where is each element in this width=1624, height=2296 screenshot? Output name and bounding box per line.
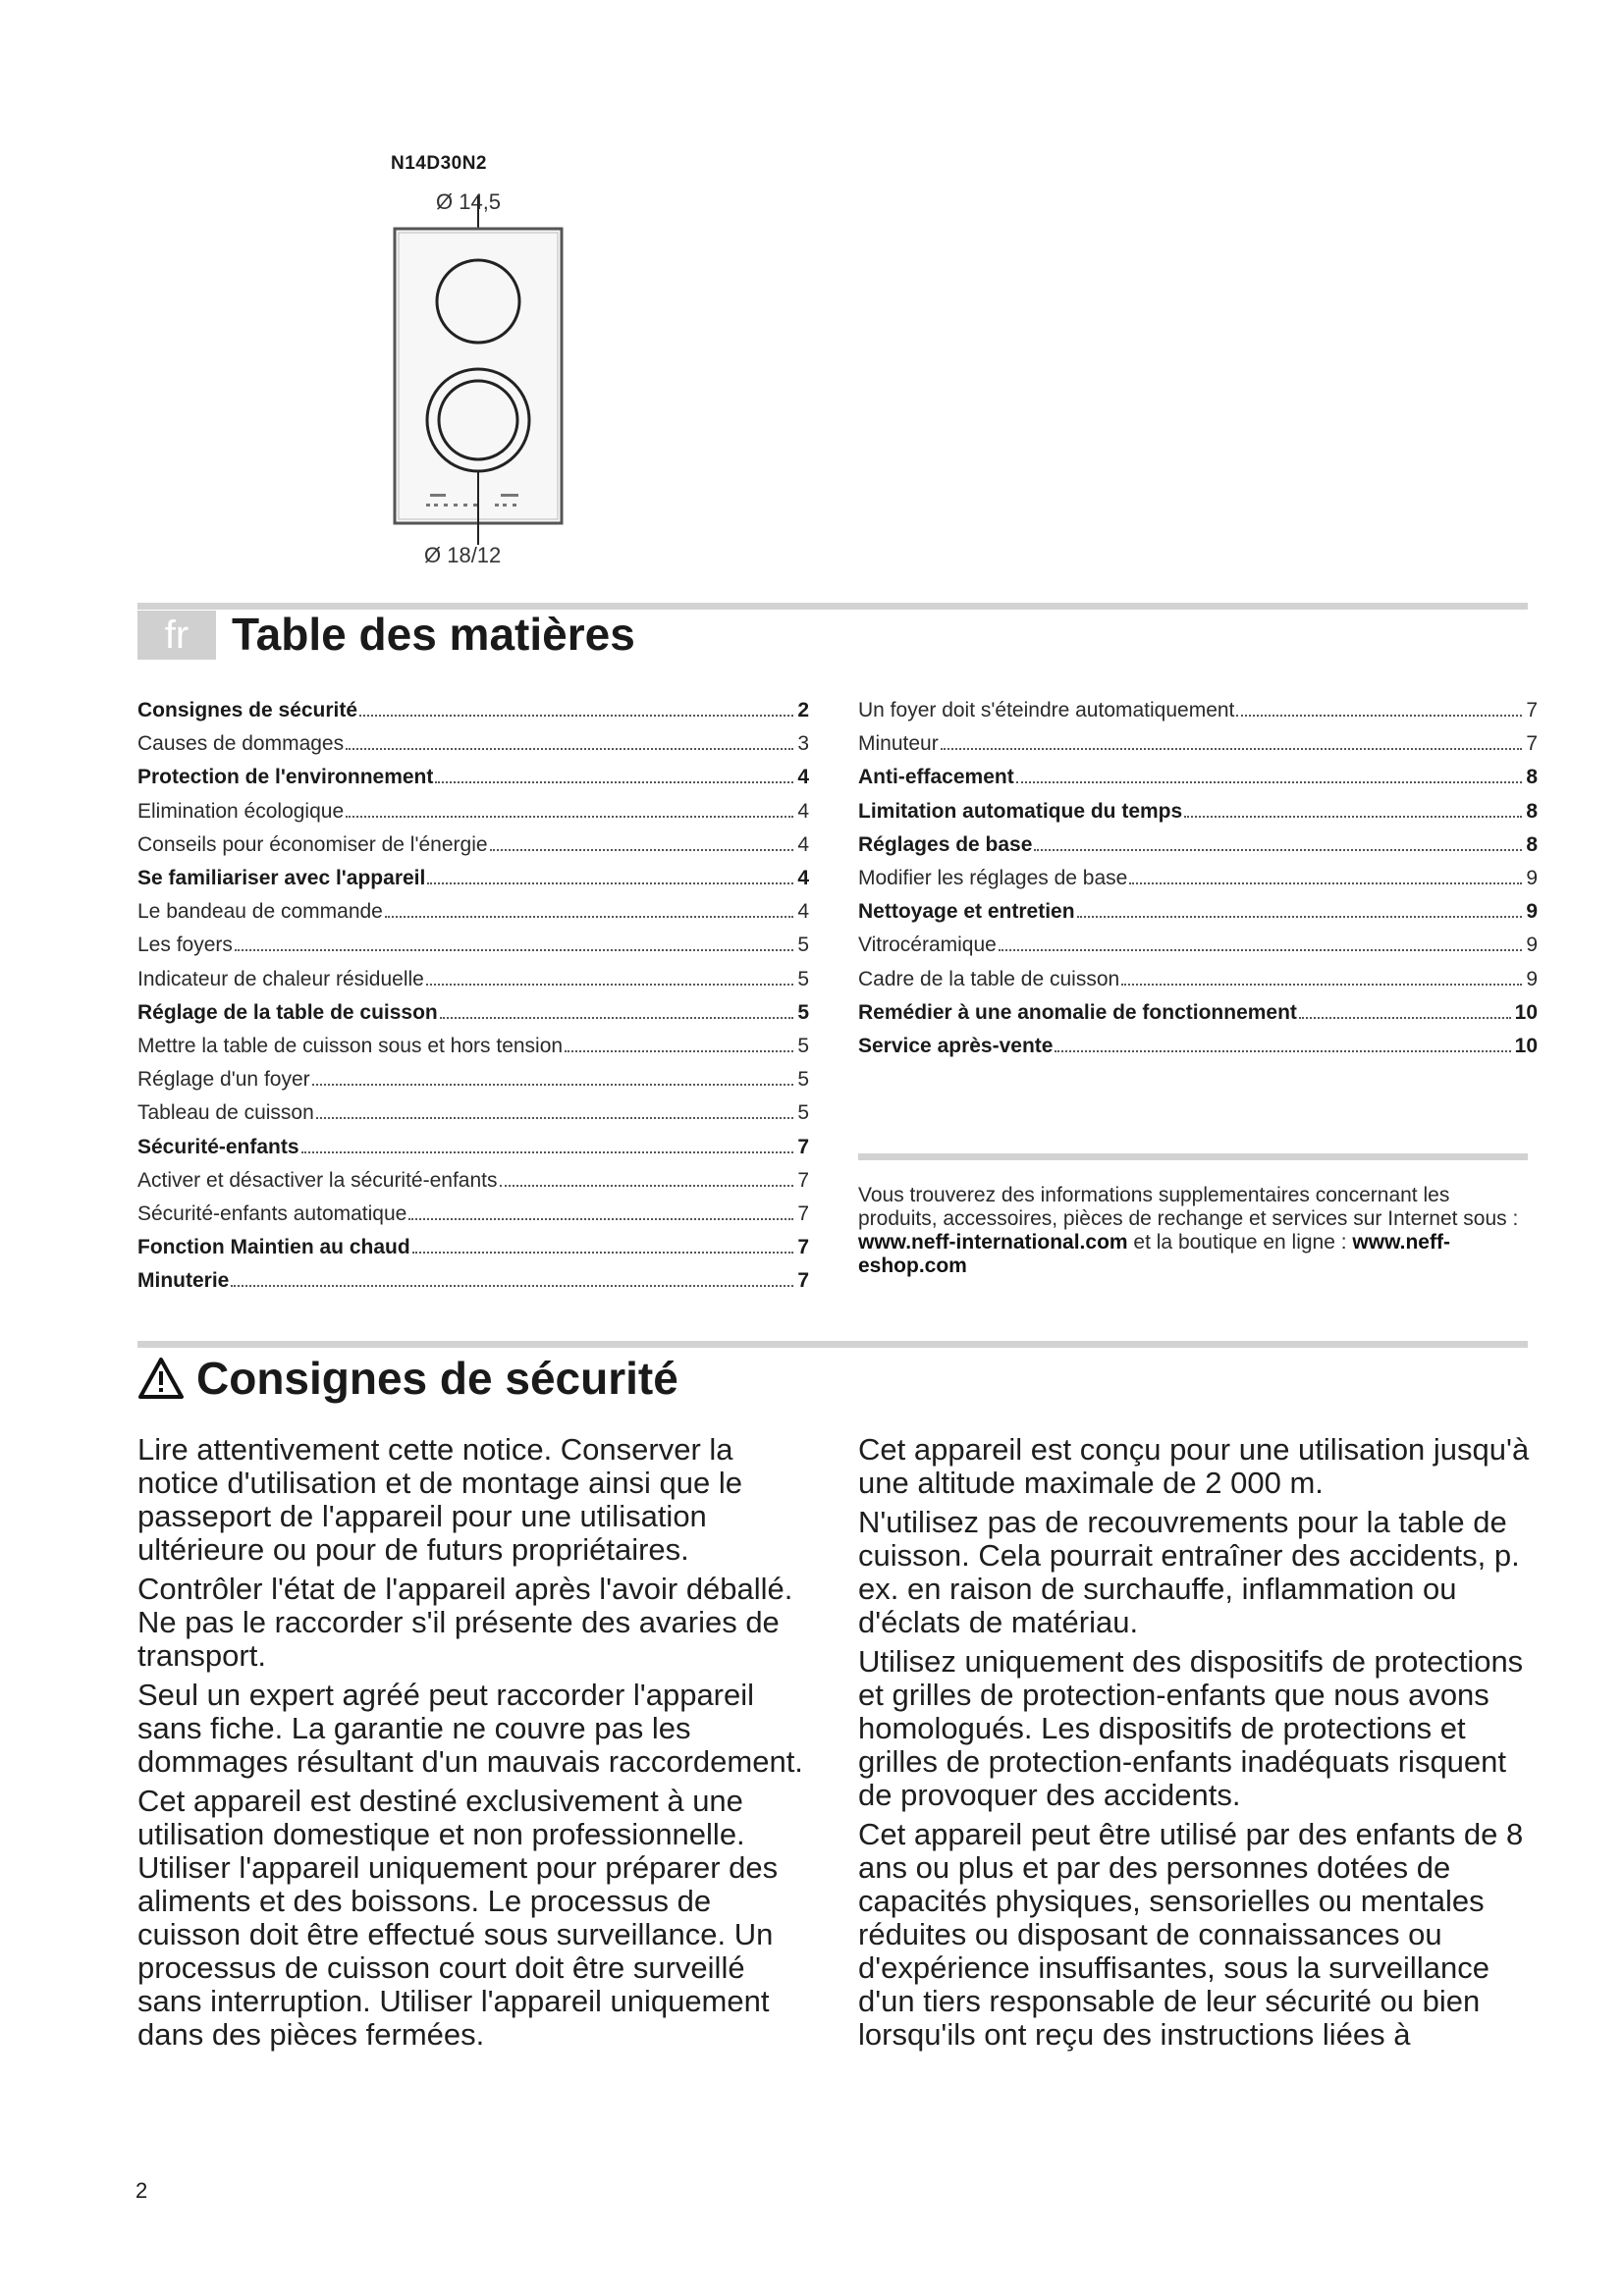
toc-leader-dots	[408, 1216, 793, 1220]
toc-entry[interactable]	[858, 798, 1538, 826]
toc-entry-title: Service après-vente	[858, 1035, 1054, 1057]
toc-entry-page: 5	[797, 1000, 809, 1024]
safety-paragraph: Lire attentivement cette notice. Conserver la notice d'utilisation et de montage ainsi que le passeport de l'appareil pour une utilisation ultérieure ou pour de futurs propriétaires.	[137, 1432, 742, 1567]
toc-entry-title: Minuteur	[858, 732, 939, 756]
link-neff-international[interactable]: www.neff-international.com	[858, 1231, 1128, 1254]
toc-entry-page: 4	[797, 832, 809, 856]
toc-leader-dots	[385, 914, 793, 918]
toc-entry[interactable]	[137, 798, 809, 826]
toc-entry-page: 2	[797, 699, 809, 721]
toc-leader-dots	[1121, 982, 1522, 986]
toc-entry-page: 8	[1526, 799, 1538, 823]
safety-paragraph: Cet appareil peut être utilisé par des enfants de 8 ans ou plus et par des personnes dotées de capacités physiques, sensorielles ou mentales réduites ou disposant de connaissances ou d'expérience insuffisantes, sous la surveillance d'un tiers responsable de leur sécurité ou bien lorsqu'ils ont reçu des instructions liées à	[858, 1817, 1524, 2052]
toc-entry[interactable]	[858, 831, 1538, 859]
toc-entry-title: Modifier les réglages de base	[858, 867, 1128, 889]
language-badge: fr	[137, 611, 216, 660]
toc-entry-title: Minuterie	[137, 1269, 230, 1293]
safety-paragraph: N'utilisez pas de recouvrements pour la table de cuisson. Cela pourrait entraîner des accidents, p. ex. en raison de surchauffe, inflammation ou d'éclats de matériau.	[858, 1505, 1520, 1639]
info-text	[858, 1184, 1526, 1278]
toc-leader-dots	[999, 947, 1522, 951]
info-text-before: Vous trouverez des informations supplementaires concernant les produits, accessoires, pièces de rechange et services sur Internet sous :	[858, 1184, 1519, 1230]
toc-entry-page: 5	[797, 1035, 809, 1057]
toc-entry-page: 8	[1526, 832, 1538, 856]
toc-entry-title: Les foyers	[137, 934, 233, 957]
toc-entry-title: Activer et désactiver la sécurité-enfants	[137, 1168, 498, 1192]
toc-leader-dots	[1236, 713, 1522, 717]
toc-entry[interactable]	[137, 730, 809, 758]
toc-entry[interactable]	[137, 1234, 809, 1261]
toc-leader-dots	[346, 814, 793, 818]
safety-heading	[137, 1351, 678, 1406]
warning-icon	[137, 1357, 185, 1400]
toc-leader-dots	[1129, 881, 1522, 884]
toc-leader-dots	[231, 1283, 793, 1287]
toc-leader-dots	[1016, 779, 1523, 783]
toc-entry-page: 7	[797, 1202, 809, 1225]
toc-entry-page: 4	[797, 900, 809, 924]
toc-leader-dots	[1055, 1048, 1510, 1052]
toc-entry-title: Réglage de la table de cuisson	[137, 1000, 438, 1024]
toc-leader-dots	[490, 847, 794, 851]
page-number: 2	[135, 2178, 148, 2203]
toc-entry[interactable]	[137, 764, 809, 791]
toc-leader-dots	[1034, 847, 1522, 851]
toc-leader-dots	[427, 881, 793, 884]
toc-leader-dots	[440, 1015, 794, 1019]
toc-entry-page: 9	[1526, 900, 1538, 924]
toc-entry-title: Réglage d'un foyer	[137, 1068, 310, 1092]
safety-paragraph: Contrôler l'état de l'appareil après l'avoir déballé. Ne pas le raccorder s'il présente des avaries de transport.	[137, 1572, 793, 1673]
toc-entry-title: Mettre la table de cuisson sous et hors tension	[137, 1035, 564, 1057]
toc-entry-title: Un foyer doit s'éteindre automatiquement	[858, 699, 1235, 721]
model-number: N14D30N2	[391, 153, 487, 174]
toc-entry[interactable]	[137, 865, 809, 892]
toc-entry[interactable]	[858, 764, 1538, 791]
toc-entry-page: 5	[797, 1068, 809, 1092]
toc-entry-page: 7	[797, 1236, 809, 1259]
toc-entry-page: 5	[797, 934, 809, 957]
toc-leader-dots	[312, 1082, 794, 1086]
toc-entry[interactable]	[137, 966, 809, 993]
toc-entry[interactable]	[858, 999, 1538, 1027]
info-divider	[858, 1153, 1528, 1160]
toc-leader-dots	[1184, 814, 1522, 818]
link-neff-eshop[interactable]: www.neff-eshop.com	[858, 1231, 1450, 1277]
toc-entry[interactable]	[858, 1033, 1538, 1060]
toc-entry-title: Elimination écologique	[137, 799, 345, 823]
toc-leader-dots	[941, 746, 1523, 750]
toc-entry[interactable]	[137, 1201, 809, 1228]
toc-entry-page: 7	[1526, 732, 1538, 756]
toc-entry-title: Fonction Maintien au chaud	[137, 1236, 410, 1259]
toc-entry-title: Sécurité-enfants	[137, 1135, 299, 1158]
toc-entry-title: Causes de dommages	[137, 732, 345, 756]
toc-entry-page: 7	[797, 1269, 809, 1293]
toc-entry[interactable]	[137, 1267, 809, 1295]
toc-entry-title: Consignes de sécurité	[137, 699, 358, 721]
toc-entry-title: Conseils pour économiser de l'énergie	[137, 832, 488, 856]
toc-entry[interactable]	[858, 730, 1538, 758]
toc-entry-page: 8	[1526, 766, 1538, 789]
toc-entry[interactable]	[137, 697, 809, 724]
toc-entry-page: 10	[1514, 1035, 1538, 1057]
toc-leader-dots	[435, 779, 793, 783]
safety-left-column	[137, 1433, 815, 2057]
toc-entry[interactable]	[137, 1066, 809, 1094]
info-text-mid: et la boutique en ligne :	[1127, 1231, 1353, 1254]
toc-leader-dots	[301, 1149, 794, 1153]
toc-entry-title: Protection de l'environnement	[137, 766, 434, 789]
toc-entry-page: 5	[797, 967, 809, 990]
toc-leader-dots	[316, 1115, 794, 1119]
toc-entry[interactable]	[137, 1099, 809, 1127]
toc-leader-dots	[426, 982, 793, 986]
diameter-top-label: Ø 14,5	[436, 189, 502, 214]
toc-leader-dots	[500, 1183, 794, 1187]
toc-entry[interactable]	[137, 932, 809, 959]
toc-leader-dots	[359, 713, 793, 717]
toc-entry-title: Se familiariser avec l'appareil	[137, 867, 426, 889]
toc-entry[interactable]	[137, 831, 809, 859]
toc-entry[interactable]	[137, 898, 809, 926]
toc-entry-page: 4	[797, 766, 809, 789]
toc-entry-title: Réglages de base	[858, 832, 1033, 856]
hob-diagram	[373, 196, 569, 550]
toc-entry-title: Vitrocéramique	[858, 934, 997, 957]
toc-entry-title: Le bandeau de commande	[137, 900, 383, 924]
safety-paragraph: Cet appareil est conçu pour une utilisation jusqu'à une altitude maximale de 2 000 m.	[858, 1432, 1530, 1500]
toc-entry-title: Remédier à une anomalie de fonctionnement	[858, 1000, 1297, 1024]
toc-entry-title: Limitation automatique du temps	[858, 799, 1183, 823]
toc-entry-title: Cadre de la table de cuisson	[858, 967, 1120, 990]
safety-paragraph: Utilisez uniquement des dispositifs de protections et grilles de protection-enfants que nous avons homologués. Les dispositifs de protections et grilles de protection-enfants inadéquats risquent de provoquer des accidents.	[858, 1644, 1524, 1812]
toc-entry[interactable]	[137, 1167, 809, 1195]
toc-leader-dots	[412, 1250, 794, 1254]
toc-entry-title: Sécurité-enfants automatique	[137, 1202, 407, 1225]
toc-entry[interactable]	[858, 697, 1538, 724]
toc-entry-title: Indicateur de chaleur résiduelle	[137, 967, 424, 990]
toc-entry-title: Nettoyage et entretien	[858, 900, 1075, 924]
toc-entry[interactable]	[858, 898, 1538, 926]
safety-title: Consignes de sécurité	[196, 1353, 678, 1404]
toc-entry-title: Anti-effacement	[858, 766, 1014, 789]
safety-paragraph: Cet appareil est destiné exclusivement à une utilisation domestique et non professionnelle. Utiliser l'appareil uniquement pour préparer des aliments et des boissons. Le processus de cuisson doit être effectué sous surveillance. Un processus de cuisson court doit être surveillé sans interruption. Utiliser l'appareil uniquement dans des pièces fermées.	[137, 1784, 779, 2052]
toc-leader-dots	[235, 947, 793, 951]
safety-paragraph: Seul un expert agréé peut raccorder l'appareil sans fiche. La garantie ne couvre pas les dommages résultant d'un mauvais raccordement.	[137, 1678, 803, 1779]
toc-leader-dots	[1077, 914, 1523, 918]
toc-entry[interactable]	[858, 865, 1538, 892]
toc-entry[interactable]	[858, 932, 1538, 959]
toc-entry-page: 7	[797, 1135, 809, 1158]
toc-entry[interactable]	[858, 966, 1538, 993]
toc-entry-page: 3	[797, 732, 809, 756]
toc-entry-page: 9	[1526, 967, 1538, 990]
safety-right-column	[858, 1433, 1536, 2057]
toc-leader-dots	[565, 1048, 793, 1052]
toc-entry-page: 10	[1514, 1000, 1538, 1024]
toc-entry-page: 9	[1526, 867, 1538, 889]
toc-entry-page: 4	[797, 867, 809, 889]
toc-entry-page: 7	[797, 1168, 809, 1192]
toc-entry[interactable]	[137, 999, 809, 1027]
section-divider	[137, 1341, 1528, 1348]
toc-entry-page: 9	[1526, 934, 1538, 957]
toc-entry-title: Tableau de cuisson	[137, 1101, 314, 1125]
diameter-bottom-label: Ø 18/12	[424, 543, 502, 567]
toc-entry[interactable]	[137, 1033, 809, 1060]
toc-leader-dots	[1299, 1015, 1511, 1019]
toc-leader-dots	[346, 746, 793, 750]
toc-entry-page: 4	[797, 799, 809, 823]
toc-entry[interactable]	[137, 1134, 809, 1161]
toc-entry-page: 7	[1526, 699, 1538, 721]
toc-entry-page: 5	[797, 1101, 809, 1125]
toc-title: Table des matières	[232, 609, 635, 660]
